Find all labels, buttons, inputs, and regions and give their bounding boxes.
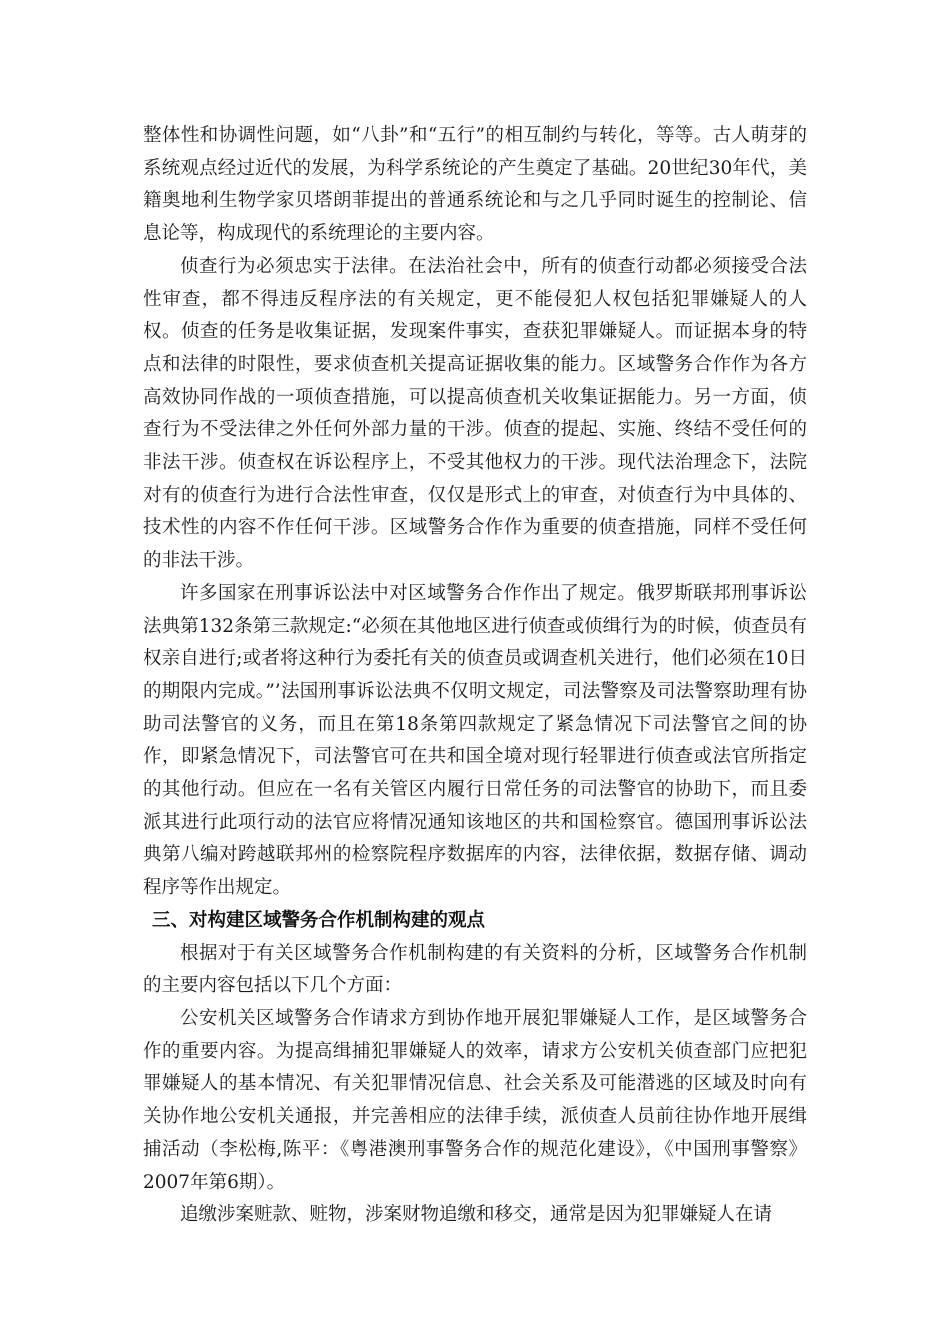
paragraph-system-theory: 整体性和协调性问题，如“八卦”和“五行”的相互制约与转化，等等。古人萌芽的系统观点经过近代的发展，为科学系统论的产生奠定了基础。20世纪30年代，美籍奥地利生物学家贝塔朗菲提出的普通系统论和与之几乎同时诞生的控制论、信息论等，构成现代的系统理论的主要内容。 [143,125,807,245]
paragraph-asset-recovery: 追缴涉案赃款、赃物，涉案财物追缴和移交，通常是因为犯罪嫌疑人在请 [180,1204,773,1226]
paragraph-investigation-law: 侦查行为必须忠实于法律。在法治社会中，所有的侦查行动都必须接受合法性审查，都不得违反程序法的有关规定，更不能侵犯人权包括犯罪嫌疑人的人权。侦查的任务是收集证据，发现案件事实，查获犯罪嫌疑人。而证据本身的特点和法律的时限性，要求侦查机关提高证据收集的能力。区域警务合作作为各方高效协同作战的一项侦查措施，可以提高侦查机关收集证据能力。另一方面，侦查行为不受法律之外任何外部力量的干涉。侦查的提起、实施、终结不受任何的非法干涉。侦查权在诉讼程序上，不受其他权力的干涉。现代法治理念下，法院对有的侦查行为进行合法性审查，仅仅是形式上的审查，对侦查行为中具体的、技术性的内容不作任何干涉。区域警务合作作为重要的侦查措施，同样不受任何的非法干涉。 [143,255,807,572]
document-body [143,120,807,1232]
section-heading: 三、对构建区域警务合作机制构建的观点 [152,909,486,931]
paragraph-suspect-arrest: 公安机关区域警务合作请求方到协作地开展犯罪嫌疑人工作，是区域警务合作的重要内容。为提高缉捕犯罪嫌疑人的效率，请求方公安机关侦查部门应把犯罪嫌疑人的基本情况、有关犯罪情况信息、社会关系及可能潜逃的区域及时向有关协作地公安机关通报，并完善相应的法律手续，派侦查人员前往协作地开展缉捕活动（李松梅,陈平：《粤港澳刑事警务合作的规范化建设》，《中国刑事警察》2007年第6期）。 [143,1007,807,1193]
paragraph-foreign-legislation: 许多国家在刑事诉讼法中对区域警务合作作出了规定。俄罗斯联邦刑事诉讼法典第132条第三款规定:“必须在其他地区进行侦查或侦缉行为的时候，侦查员有权亲自进行;或者将这种行为委托有关的侦查员或调查机关进行，他们必须在10日的期限内完成。”’法国刑事诉讼法典不仅明文规定，司法警察及司法警察助理有协助司法警官的义务，而且在第18条第四款规定了紧急情况下司法警官之间的协作，即紧急情况下，司法警官可在共和国全境对现行轻罪进行侦查或法官所指定的其他行动。但应在一名有关管区内履行日常任务的司法警官的协助下，而且委派其进行此项行动的法官应将情况通知该地区的共和国检察官。德国刑事诉讼法典第八编对跨越联邦州的检察院程序数据库的内容，法律依据，数据存储、调动程序等作出规定。 [143,582,807,899]
paragraph-mechanism-intro: 根据对于有关区域警务合作机制构建的有关资料的分析，区域警务合作机制的主要内容包括以下几个方面： [143,942,807,997]
